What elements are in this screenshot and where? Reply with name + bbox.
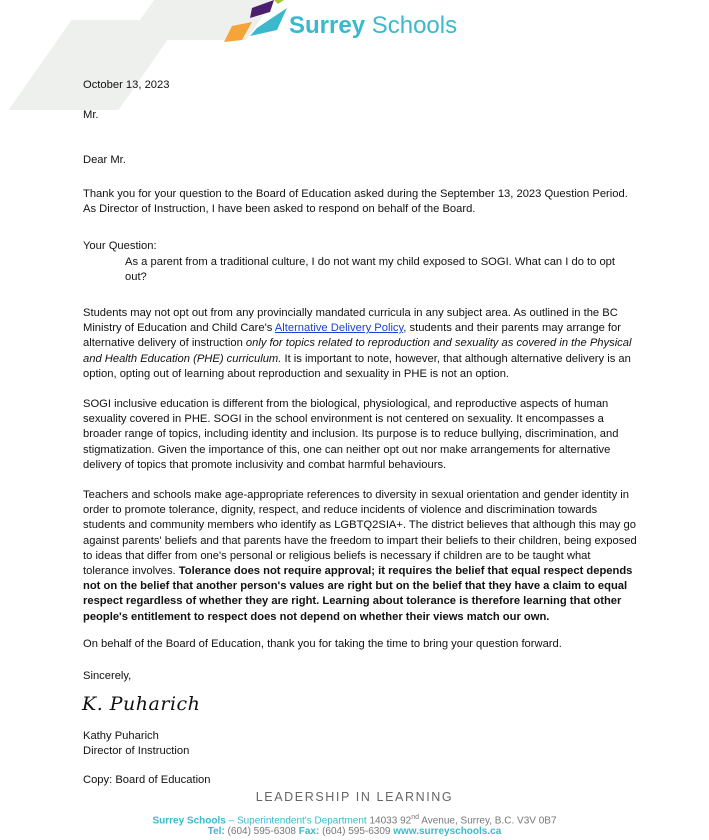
footer-address-sup: nd: [411, 814, 420, 821]
sogi-paragraph: SOGI inclusive education is different from the biological, physiological, and reproductive aspects of human sexuality covered in PHE. SOGI in the school environment is not centered on sexuality. It encompasses a broader range of topics, including identity and inclusion. Its purpose is to reduce bullying, discrimination, and stigmatization. Given the importance of this, one can neither opt out nor make arrangements for alternative delivery of topics that promote inclusivity and combat harmful behaviours.: [83, 398, 619, 471]
website-link[interactable]: www.surreyschools.ca: [393, 826, 502, 837]
text: Students may not opt out from any provincially mandated curricula in any subject area. As outlined in the BC Ministry of Education and Child Care's: [83, 307, 618, 335]
footer-org: Surrey Schools: [152, 815, 226, 827]
opt-out-paragraph: [83, 306, 639, 382]
tel-label: Tel:: [207, 826, 225, 837]
text: It is important to note, however, that although alternative delivery is an option, opting out of learning about reproduction and sexuality in PHE is not an option.: [83, 352, 631, 380]
text: Teachers and schools make age-appropriate references to diversity in sexual orientation and gender identity in order to promote tolerance, dignity, respect, and reduce incidents of violence and discrimination towards students and community members who identify as LGBTQ2SIA+. The district believes that although this may go against parents' beliefs and that parents have the freedom to impart their beliefs to their children, being exposed to ideas that differ from one's personal or religious beliefs is necessary if children are to be taught what tolerance involves.: [83, 489, 637, 578]
fax-number: (604) 595-6309: [319, 826, 394, 837]
footer-address: [0, 814, 709, 826]
closing-paragraph: On behalf of the Board of Education, thank you for taking the time to bring your question forward.: [83, 638, 562, 650]
intro-paragraph: Thank you for your question to the Board of Education asked during the September 13, 2023 Question Period. As Director of Instruction, I have been asked to respond on behalf of the Board.: [83, 188, 628, 216]
footer-address-b: Avenue, Surrey, B.C. V3V 0B7: [419, 815, 557, 827]
footer-motto: LEADERSHIP IN LEARNING: [255, 790, 454, 804]
question-label: Your Question:: [83, 240, 157, 252]
logo-text: [289, 12, 457, 40]
signer-title: Director of Instruction: [83, 745, 190, 757]
text: , students and their parents may arrange for alternative delivery of instruction: [83, 322, 621, 350]
logo-bold: Surrey: [289, 12, 366, 39]
tolerance-paragraph: [83, 488, 639, 625]
italic-text: only for topics related to reproduction and sexuality as covered in the Physical and Health Education (PHE) curriculum.: [83, 337, 632, 365]
alternative-delivery-policy-link[interactable]: Alternative Delivery Policy: [274, 322, 404, 335]
signoff: Sincerely,: [83, 670, 132, 682]
logo-rest: Schools: [365, 12, 458, 39]
signature: K. Puharich: [82, 693, 201, 715]
footer-dept: – Superintendent's Department: [225, 815, 367, 827]
recipient: Mr.: [83, 109, 99, 121]
footer-address-a: 14033 92: [366, 815, 412, 827]
fax-label: Fax:: [298, 826, 320, 837]
footer-contact: [0, 826, 709, 837]
letter-date: October 13, 2023: [83, 79, 170, 91]
signer-name: Kathy Puharich: [83, 730, 159, 742]
salutation: Dear Mr.: [83, 154, 126, 166]
bold-text: Tolerance does not require approval; it requires the belief that equal respect depends not on the belief that another person's values are right but on the belief that they have a claim to equal respect regardless of whether they are right. Learning about tolerance is therefore learning that other people's entitlement to respect does not depend on whether their views match our own.: [83, 565, 633, 623]
copy-line: Copy: Board of Education: [83, 774, 211, 786]
question-text: As a parent from a traditional culture, I do not want my child exposed to SOGI. What can I do to opt out?: [125, 256, 616, 284]
tel-number: (604) 595-6308: [224, 826, 299, 837]
